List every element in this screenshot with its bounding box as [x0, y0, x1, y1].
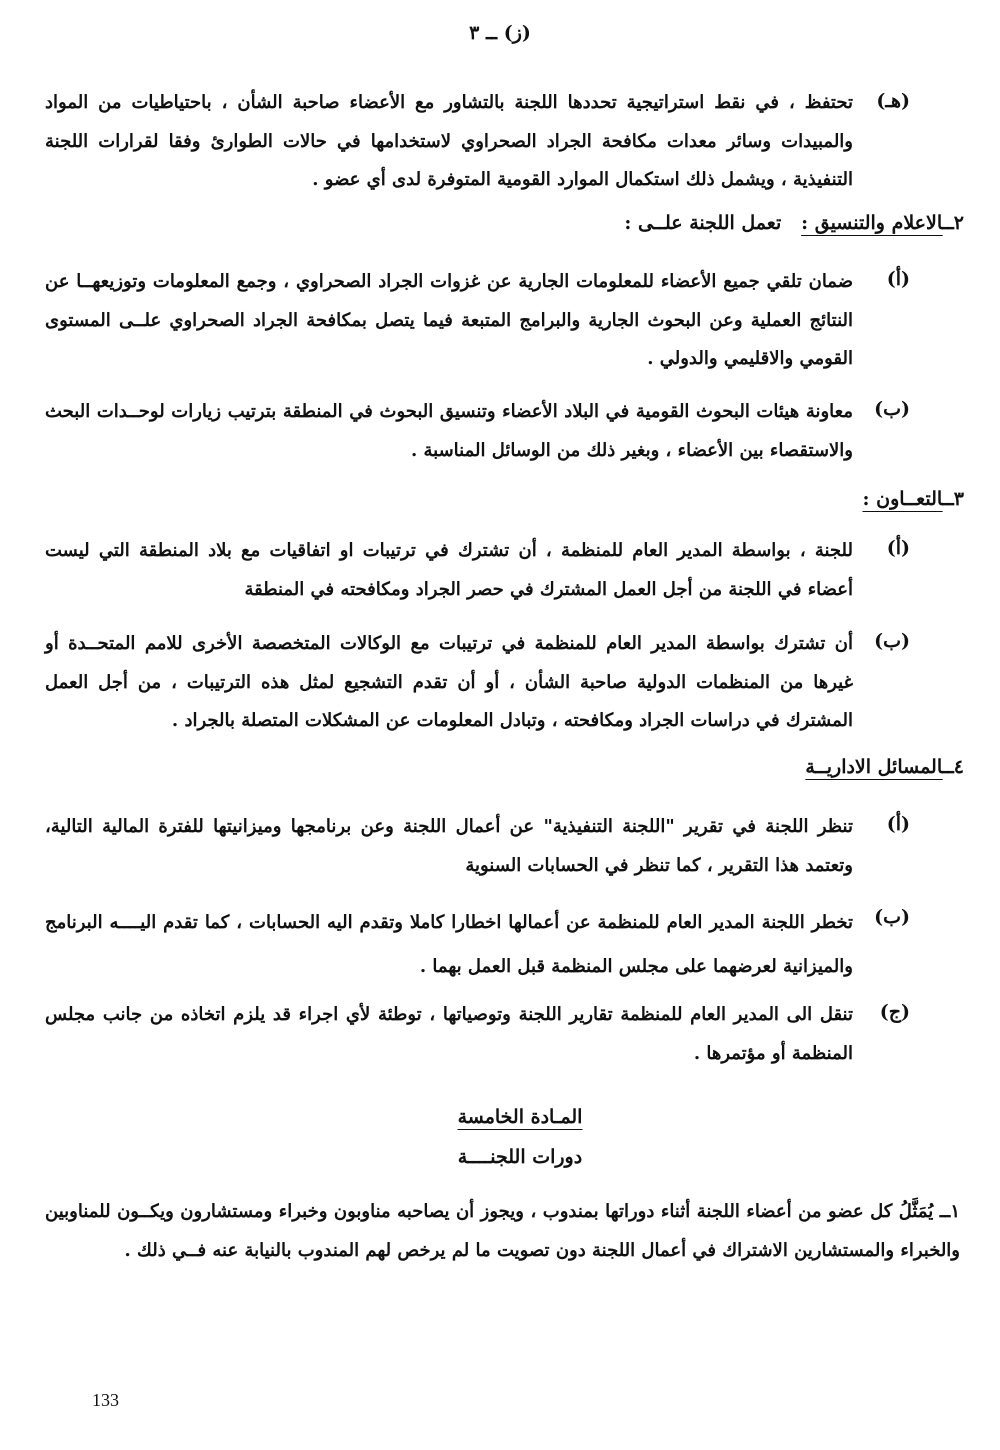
- paragraph-3b: أن تشترك بواسطة المدير العام للمنظمة في ترتيبات مع الوكالات المتخصصة الأخرى للامم المتحــدة أو غيرها من المنظمات الدولية صاحبة الشأن ، أو أن تقدم التشجيع لمثل هذه الترتيبات ، من أجل العمل المشترك في دراسات الجراد ومكافحته ، وتبادل المعلومات عن المشكلات المتصلة بالجراد .: [45, 633, 853, 731]
- paragraph-h: تحتفظ ، في نقط استراتيجية تحددها اللجنة بالتشاور مع الأعضاء صاحبة الشأن ، باحتياطيات من المواد والمبيدات وسائر معدات مكافحة الجراد الصحراوي لاستخدامها في حالات الطوارئ وفقا لقرارات اللجنة التنفيذية ، ويشمل ذلك استكمال الموارد القومية المتوفرة لدى أي عضو .: [45, 92, 853, 190]
- paragraph-4b: تخطر اللجنة المدير العام للمنظمة عن أعمالها اخطارا كاملا وتقدم اليه الحسابات ، كما تقدم اليــــه البرنامج والميزانية لعرضهما على مجلس المنظمة قبل العمل بهما .: [45, 912, 853, 977]
- article-title-text: المـادة الخامسة: [457, 1106, 583, 1128]
- section-3-heading: [862, 488, 964, 510]
- paragraph-3a: للجنة ، بواسطة المدير العام للمنظمة ، أن تشترك في ترتيبات او اتفاقيات مع بلاد المنطقة التي ليست أعضاء في اللجنة من أجل العمل المشترك في حصر الجراد ومكافحته في المنطقة: [45, 540, 853, 600]
- section-number: ٢ــ: [942, 212, 964, 234]
- section-4-heading: [805, 756, 964, 778]
- section-title: التعــاون :: [862, 488, 943, 510]
- item-label: (أ): [886, 268, 910, 290]
- section-title: المسائل الاداريــة: [805, 756, 943, 778]
- item-label: (هـ): [876, 90, 910, 112]
- paragraph-2a: ضمان تلقي جميع الأعضاء للمعلومات الجارية عن غزوات الجراد الصحراوي ، وجمع المعلومات وتوزيعهــا عن النتائج العملية وعن البحوث الجارية والبرامج المتبعة فيما يتصل بمكافحة الجراد الصحراوي علــى المستوى القومي والاقليمي والدولي .: [45, 271, 853, 369]
- section-intro: تعمل اللجنة علــى :: [624, 212, 782, 234]
- item-label: (ب): [874, 398, 910, 420]
- paragraph-4c: تنقل الى المدير العام للمنظمة تقارير اللجنة وتوصياتها ، توطئة لأي اجراء قد يلزم اتخاذه من جانب مجلس المنظمة أو مؤتمرها .: [45, 1004, 853, 1064]
- article-title: [0, 1106, 1000, 1128]
- item-label: (ج): [879, 1001, 910, 1023]
- section-number: ٣ــ: [942, 488, 964, 510]
- section-title: الاعلام والتنسيق :: [801, 212, 943, 234]
- page-number: 133: [92, 1390, 119, 1410]
- paragraph-2b: معاونة هيئات البحوث القومية في البلاد الأعضاء وتنسيق البحوث في المنطقة بترتيب زيارات لوحــدات البحث والاستقصاء بين الأعضاء ، وبغير ذلك من الوسائل المناسبة .: [45, 401, 853, 461]
- section-2-heading: [624, 212, 964, 234]
- item-label: (ب): [874, 906, 910, 928]
- paragraph-4a: تنظر اللجنة في تقرير "اللجنة التنفيذية" عن أعمال اللجنة وعن برنامجها وميزانيتها للفترة المالية التالية، وتعتمد هذا التقرير ، كما تنظر في الحسابات السنوية: [45, 816, 853, 876]
- section-number: ٤ــ: [942, 756, 964, 778]
- page-reference: (ز) ــ ٣: [469, 22, 531, 44]
- item-label: (أ): [886, 813, 910, 835]
- article-subtitle: دورات اللجنــــة: [457, 1146, 583, 1168]
- item-label: (أ): [886, 537, 910, 559]
- item-label: (ب): [874, 630, 910, 652]
- article-paragraph-1: ١ــ يُمَثَّلُ كل عضو من أعضاء اللجنة أثناء دوراتها بمندوب ، ويجوز أن يصاحبه مناوبون وخبراء ومستشارون ويكــون للمناوبين والخبراء والمستشارين الاشتراك في أعمال اللجنة دون تصويت ما لم يرخص لهم المندوب بالنيابة عنه فــي ذلك .: [45, 1201, 960, 1261]
